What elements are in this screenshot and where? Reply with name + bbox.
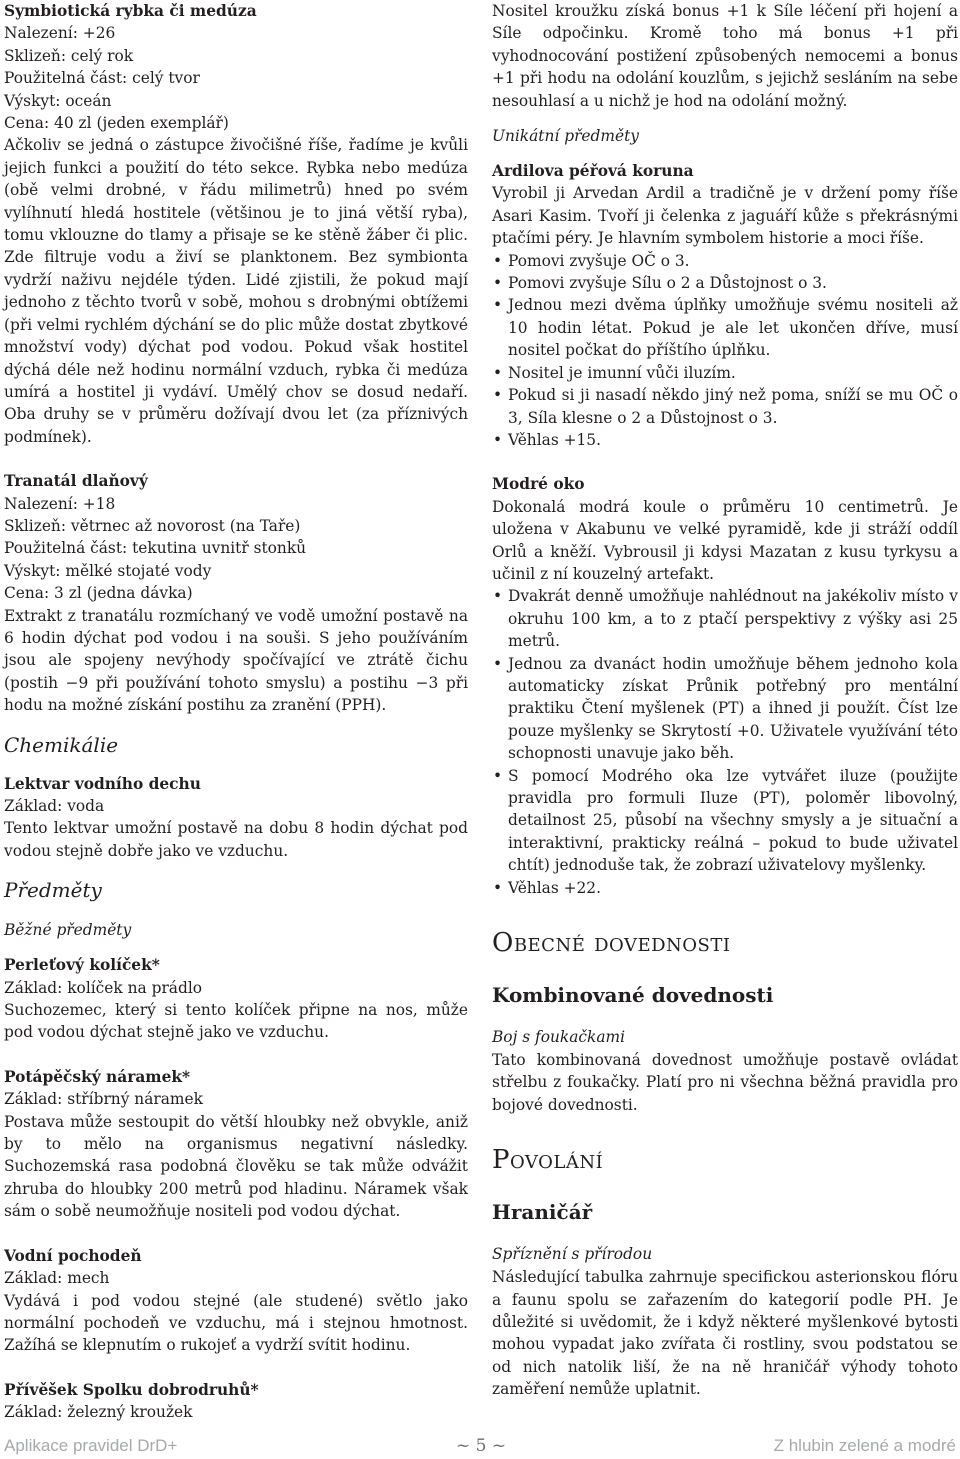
list-item: • Věhlas +15.: [508, 429, 958, 451]
list-item: • Pomovi zvyšuje OČ o 3.: [508, 250, 958, 272]
entry-line: Použitelná část: celý tvor: [4, 69, 200, 88]
spacer: [492, 148, 958, 160]
entry-text: Dokonalá modrá koule o průměru 10 centimetrů. Je uložena v Akabunu ve velké pyramidě, kde ji stráží oddíl Orlů a kněží. Vybrousil ji kdysi Mazatan z kusu tyrkysu a učinil z ní kouzelný artefakt.: [492, 497, 958, 583]
spacer: [492, 965, 958, 977]
entry-title: Vodní pochodeň: [4, 1246, 142, 1265]
entry-title: Přívěšek Spolku dobrodruhů*: [4, 1380, 259, 1399]
entry-text: Vyrobil ji Arvedan Ardil a tradičně je v držení pomy říše Asari Kasim. Tvoří ji čelenka z jaguáří kůže s překrásnými ptačími péry. Je hlavním symbolem historie a moci říše.: [492, 184, 958, 248]
entry-line: Nalezení: +26: [4, 24, 116, 43]
entry-title: Tranatál dlaňový: [4, 472, 148, 491]
entry-line: Základ: stříbrný náramek: [4, 1090, 203, 1109]
page-footer: [0, 1434, 960, 1459]
bullet-list: [492, 585, 958, 899]
spacer: [492, 899, 958, 921]
spacer: [4, 1044, 468, 1066]
subchapter-heading-combined-skills: Kombinované dovednosti: [492, 983, 774, 1008]
subsection-heading-common-items: Běžné předměty: [4, 921, 132, 940]
entry-text: Tento lektvar umožní postavě na dobu 8 hodin dýchat pod vodou stejně dobře jako ve vzduchu.: [4, 819, 468, 860]
entry-line: Sklizeň: větrnec až novorost (na Taře): [4, 516, 301, 535]
spacer: [4, 448, 468, 470]
list-item: • Jednou mezi dvěma úplňky umožňuje svému nositeli až 10 hodin létat. Pokud je ale let ukončen dříve, musí nositel počkat do příštího úplňku.: [508, 294, 958, 361]
section-heading-items: Předměty: [4, 878, 102, 903]
entry-line: Cena: 40 zl (jeden exemplář): [4, 114, 229, 133]
subsection-heading-unique-items: Unikátní předměty: [492, 127, 639, 146]
entry-text: Následující tabulka zahrnuje specifickou asterionskou flóru a faunu spolu se zařazením do kategorií podle PH. Je důležité si uvědomit, že i když některé myšlenkové bytosti mohou vypadat jako zvířata či rostliny, svou podstatou se od nich natolik liší, že na ně hraničář výhody tohoto zaměření nemůže uplatnit.: [492, 1268, 958, 1399]
subsection-heading-blowgun: Boj s foukačkami: [492, 1028, 626, 1047]
entry-line: Výskyt: oceán: [4, 91, 112, 110]
right-column: [492, 0, 958, 1401]
subsection-heading-nature-affinity: Spříznění s přírodou: [492, 1245, 653, 1264]
entry-text: Suchozemec, který si tento kolíček připne na nos, může pod vodou dýchat stejně jako ve vzduchu.: [4, 1001, 468, 1042]
entry-title: Modré oko: [492, 475, 585, 494]
entry-line: Základ: mech: [4, 1269, 110, 1288]
entry-text: Tato kombinovaná dovednost umožňuje postavě ovládat střelbu z foukačky. Platí pro ni všechna běžná pravidla pro bojové dovednosti.: [492, 1051, 958, 1114]
spacer: [4, 1223, 468, 1245]
list-item: • Pokud si ji nasadí někdo jiný než poma, sníží se mu OČ o 3, Síla klesne o 2 a Důstojnost o 3.: [508, 384, 958, 429]
entry-title: Lektvar vodního dechu: [4, 774, 201, 793]
entry-text: Extrakt z tranatálu rozmíchaný ve vodě umožní postavě na 6 hodin dýchat pod vodou i na souši. S jeho používáním jsou ale spojeny nevýhody spočívající ve ztrátě čichu (postih −9 při používání tohoto smyslu) a postihu −3 při hodu na možné získání postihu za zranění (PPH).: [4, 606, 468, 715]
entry-line: Cena: 3 zl (jedna dávka): [4, 584, 193, 603]
footer-book-title: Aplikace pravidel DrD+: [4, 1436, 178, 1455]
entry-text: Vydává i pod vodou stejné (ale studené) světlo jako normální pochodeň ve vzduchu, má i stejnou hmotnost. Zažíhá se klepnutím o rukojeť a vydrží svítit hodinu.: [4, 1291, 468, 1355]
spacer: [492, 451, 958, 473]
list-item: • Nositel je imunní vůči iluzím.: [508, 362, 958, 384]
spacer: [4, 942, 468, 954]
spacer: [4, 1357, 468, 1379]
entry-line: Základ: kolíček na prádlo: [4, 978, 203, 997]
list-item: • Jednou za dvanáct hodin umožňuje během jednoho kola automaticky získat Průnik potřebný pro mentální praktiku Čtení myšlenek (PT) a ihned ji použít. Číst lze pouze myšlenky se Skrytostí +0. Uživatele využívání této schopnosti unavuje jako běh.: [508, 653, 958, 765]
chapter-heading-professions: Povolání: [492, 1145, 604, 1176]
entry-text: Ačkoliv se jedná o zástupce živočišné říše, řadíme je kvůli jejich funkci a použití do této sekce. Rybka nebo medúza (obě velmi drobné, v řádu milimetrů) hned po svém vylíhnutí hledá hostitele (většinou je to jiná větší ryba), tomu vklouzne do tlamy a přisaje se ke stěně žáber či plic. Zde filtruje vodu a živí se planktonem. Bez symbionta vydrží naživu nejdéle týden. Lidé zjistili, že pokud mají jednoho z těchto tvorů v sobě, mohou s drobnými obtížemi (při velmi rychlém dýchání se do plic může dostat zbytkové množství vody) dýchat pod vodou. Pokud však hostitel dýchá déle než hodinu normální vzduch, rybka či medúza umírá a hostitel ji vydáví. Umělý chov se dosud nedaří. Oba druhy se v průměru dožívají dvou let (za příznivých podmínek).: [4, 136, 468, 446]
spacer: [4, 717, 468, 729]
list-item: • S pomocí Modrého oka lze vytvářet iluze (použijte pravidla pro formuli Iluze (PT), poloměr libovolný, detailnost 25, působí na všechny smysly a je situační a interaktivní, prakticky reálná – pokud to bude uživatel chtít) jednoduše tak, že zobrazí uživatelovy myšlenky.: [508, 765, 958, 877]
entry-line: Základ: železný kroužek: [4, 1403, 193, 1422]
entry-title: Perleťový kolíček*: [4, 956, 160, 975]
list-item: • Pomovi zvyšuje Sílu o 2 a Důstojnost o 3.: [508, 272, 958, 294]
spacer: [492, 112, 958, 124]
section-heading-chemicals: Chemikálie: [4, 732, 119, 757]
entry-line: Sklizeň: celý rok: [4, 46, 134, 65]
entry-text: Postava může sestoupit do větší hloubky než obvykle, aniž by to mělo na organismus negativní následky. Suchozemská rasa podobná člověku se tak může odvážit zhruba do hloubky 200 metrů pod hladinu. Náramek však sám o sobě neumožňuje nositeli pod vodou dýchat.: [4, 1112, 468, 1221]
entry-line: Základ: voda: [4, 797, 105, 815]
spacer: [492, 1230, 958, 1242]
subchapter-heading-ranger: Hraničář: [492, 1200, 593, 1225]
entry-title: Symbiotická rybka či medúza: [4, 2, 257, 20]
list-item: • Dvakrát denně umožňuje nahlédnout na jakékoliv místo v okruhu 100 km, a to z ptačí perspektivy z výšky asi 25 metrů.: [508, 585, 958, 652]
list-item: • Věhlas +22.: [508, 877, 958, 899]
entry-line: Použitelná část: tekutina uvnitř stonků: [4, 539, 307, 558]
chapter-heading-general-skills: Obecné dovednosti: [492, 928, 731, 959]
footer-chapter-title: Z hlubin zelené a modré: [773, 1436, 956, 1455]
spacer: [4, 862, 468, 874]
bullet-list: [492, 250, 958, 452]
entry-title: Ardilova péřová koruna: [492, 162, 694, 181]
spacer: [4, 761, 468, 773]
page-number: ~ 5 ~: [456, 1436, 507, 1456]
spacer: [492, 1182, 958, 1194]
entry-text: Nositel kroužku získá bonus +1 k Síle léčení při hojení a Síle odpočinku. Kromě toho má bonus +1 při vyhodnocování postižení způsobených nemocemi a bonus +1 při hodu na odolání kouzlům, s jejichž sesláním na sebe nesouhlasí a u nichž je hod na odolání možný.: [492, 2, 958, 110]
entry-line: Nalezení: +18: [4, 494, 116, 513]
entry-line: Výskyt: mělké stojaté vody: [4, 561, 212, 580]
left-column: [4, 0, 468, 1424]
spacer: [492, 1116, 958, 1138]
spacer: [4, 906, 468, 918]
spacer: [492, 1013, 958, 1025]
entry-title: Potápěčský náramek*: [4, 1067, 191, 1086]
